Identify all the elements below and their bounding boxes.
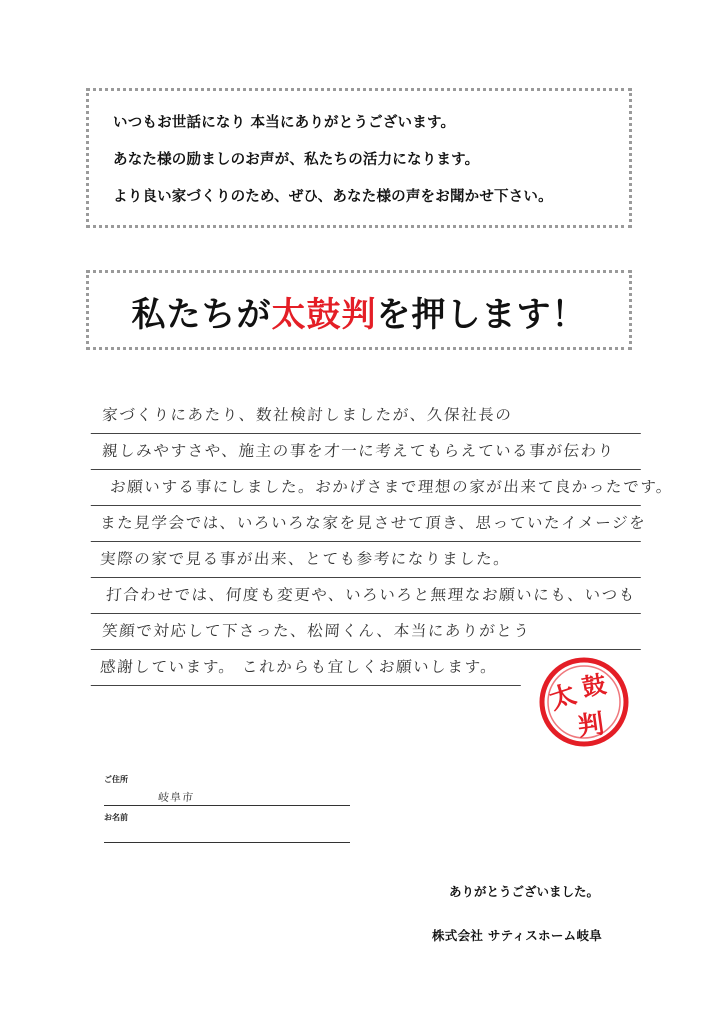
letter-line: 感謝しています。 これからも宜しくお願いします。 [91, 650, 644, 686]
svg-text:鼓: 鼓 [579, 669, 609, 702]
address-value: 岐阜市 [157, 791, 195, 804]
name-label: お名前 [104, 813, 128, 822]
greeting-line: あなた様の励ましのお声が、私たちの活力になります。 [113, 152, 480, 168]
handwritten-letter [92, 398, 674, 686]
address-underline [104, 805, 350, 806]
letter-line: 打合わせでは、何度も変更や、いろいろと無理なお願いにも、いつも [91, 578, 644, 614]
banner-highlight: 太鼓判 [271, 295, 377, 335]
company-name: 株式会社 サティスホーム岐阜 [432, 928, 603, 943]
letter-line: お願いする事にしました。おかげさまで理想の家が出来て良かったです。 [91, 470, 644, 506]
letter-line: 親しみやすさや、施主の事を才一に考えてもらえている事が伝わり [91, 434, 644, 470]
banner-title [89, 287, 629, 336]
taikoban-seal-stamp [538, 656, 630, 748]
letter-line: 家づくりにあたり、数社検討しましたが、久保社長の [91, 398, 644, 434]
banner-text-after: を押します！ [376, 295, 587, 335]
address-label: ご住所 [104, 775, 128, 784]
letter-line: 笑顔で対応して下さった、松岡くん、本当にありがとう [91, 614, 644, 650]
name-underline [104, 842, 350, 843]
letter-line: また見学会では、いろいろな家を見させて頂き、思っていたイメージを [91, 506, 644, 542]
greeting-line: より良い家づくりのため、ぜひ、あなた様の声をお聞かせ下さい。 [113, 189, 553, 205]
greeting-line: いつもお世話になり 本当にありがとうございます。 [113, 115, 456, 131]
banner-text-before: 私たちが [131, 295, 272, 335]
closing-thanks: ありがとうございました。 [449, 884, 600, 899]
letter-line: 実際の家で見る事が出来、とても参考になりました。 [91, 542, 644, 578]
greeting-box [86, 88, 632, 228]
banner-box [86, 270, 632, 350]
svg-text:太: 太 [545, 679, 580, 716]
svg-text:判: 判 [576, 709, 606, 743]
